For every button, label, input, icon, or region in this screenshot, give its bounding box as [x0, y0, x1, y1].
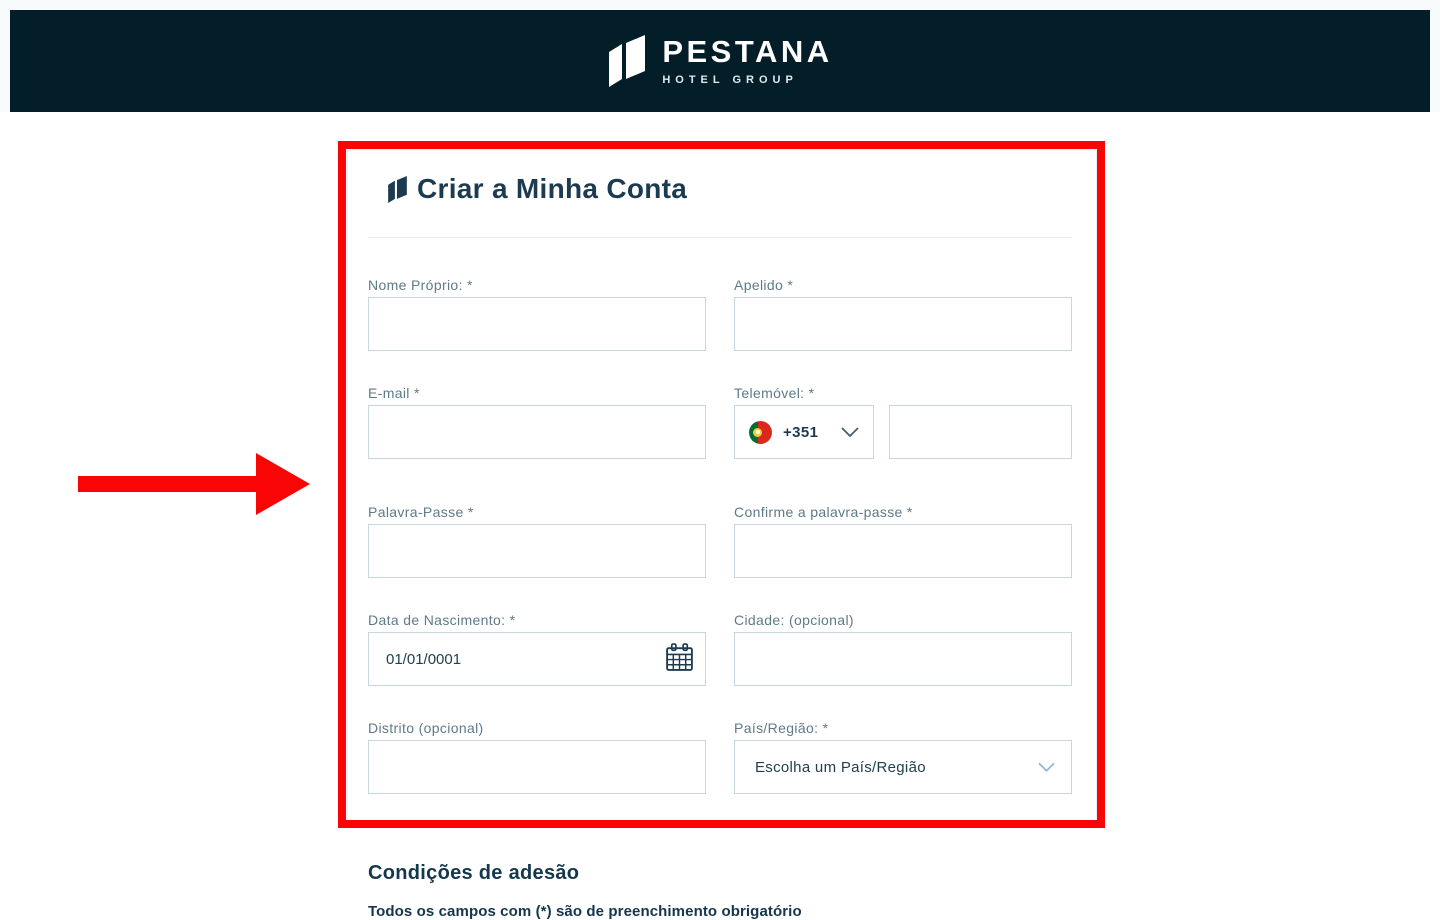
city-label: Cidade: (opcional)	[734, 612, 854, 628]
title-divider	[368, 237, 1072, 238]
country-label: País/Região: *	[734, 720, 829, 736]
phone-label: Telemóvel: *	[734, 385, 815, 401]
red-arrow-icon	[78, 453, 311, 520]
phone-code-select[interactable]	[734, 405, 874, 459]
chevron-down-icon	[1038, 759, 1055, 776]
conditions-heading: Condições de adesão	[368, 862, 580, 884]
password-input[interactable]	[368, 524, 706, 578]
header	[10, 10, 1430, 112]
brand-name: PESTANA	[662, 34, 833, 69]
brand-text	[662, 36, 832, 86]
email-label: E-mail *	[368, 385, 420, 401]
email-input[interactable]	[368, 405, 706, 459]
first-name-label: Nome Próprio: *	[368, 277, 473, 293]
birth-date-label: Data de Nascimento: *	[368, 612, 516, 628]
city-input[interactable]	[734, 632, 1072, 686]
password-label: Palavra-Passe *	[368, 504, 474, 520]
last-name-label: Apelido *	[734, 277, 794, 293]
confirm-password-input[interactable]	[734, 524, 1072, 578]
calendar-icon[interactable]	[664, 642, 695, 677]
pestana-flag-icon	[388, 173, 407, 203]
confirm-password-label: Confirme a palavra-passe *	[734, 504, 913, 520]
header-frame	[0, 0, 1440, 112]
form-title-row	[388, 173, 687, 205]
district-input[interactable]	[368, 740, 706, 794]
phone-number-input[interactable]	[889, 405, 1072, 459]
brand-logo	[607, 35, 832, 87]
portugal-flag-icon	[749, 421, 772, 444]
country-select[interactable]	[734, 740, 1072, 794]
pestana-flag-icon	[607, 35, 647, 87]
last-name-input[interactable]	[734, 297, 1072, 351]
form-title: Criar a Minha Conta	[417, 173, 688, 204]
country-selected-value: Escolha um País/Região	[755, 758, 926, 776]
birth-date-input[interactable]	[386, 633, 664, 685]
birth-date-field[interactable]	[368, 632, 706, 686]
district-label: Distrito (opcional)	[368, 720, 484, 736]
chevron-down-icon	[841, 424, 859, 441]
brand-tagline: HOTEL GROUP	[662, 74, 798, 86]
first-name-input[interactable]	[368, 297, 706, 351]
dial-code: +351	[783, 423, 819, 441]
required-fields-note: Todos os campos com (*) são de preenchimento obrigatório	[368, 903, 802, 920]
